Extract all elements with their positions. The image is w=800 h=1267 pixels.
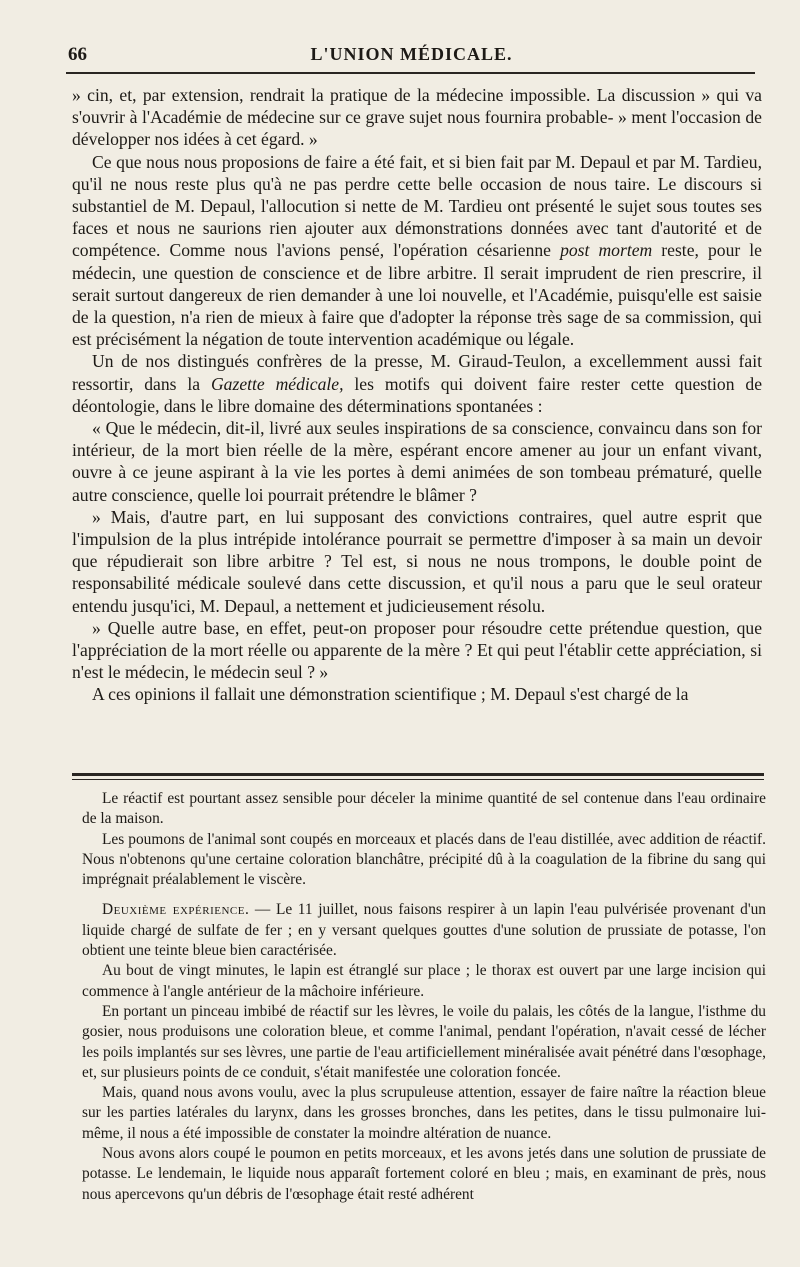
quotation-paragraph: « Que le médecin, dit-il, livré aux seules inspirations de sa conscience, convaincu dans son for intérieur, de la mort bien réelle de la mère, espérant encore amener au jour un enfant vivant, ouvre à ce jeune aspirant à la vie les portes à demi animées de son tombeau prématuré, quelle autre conscience, quelle loi pourrait prétendre le blâmer ?	[72, 418, 762, 505]
text-run: Un de nos distingués confrères de la presse, M. Giraud-Teulon, a excellemment aussi fait ressortir, dans la	[72, 351, 762, 394]
text-run: Ce que nous nous proposions de faire a été fait, et si bien fait par M. Depaul et par M. Tardieu, qu'il ne nous reste plus qu'à ne pas perdre cette belle occasion de nous taire. Le discours si substantiel de M. Depaul, l'allocution si nette de M. Tardieu ont présenté le sujet sous toutes ses faces et nous ne saurions rien ajouter aux démonstrations données avec tant d'autorité et de compétence. Comme nous l'avions pensé, l'opération césarienne	[72, 151, 762, 261]
main-text	[72, 84, 762, 706]
experiment-heading: Deuxième expérience.	[102, 901, 250, 919]
quotation-paragraph: » Mais, d'autre part, en lui supposant des convictions contraires, quel autre esprit que l'impulsion de la plus intrépide intolérance pourrait se permettre d'imposer à sa main un devoir que répudierait son libre arbitre ? Tel est, si nous ne nous trompons, le double point de responsabilité médicale soulevé dans cette discussion, et qu'il nous a paru que le seul orateur entendu jusqu'ici, M. Depaul, a nettement et judicieusement résolu.	[72, 506, 762, 616]
paragraph	[72, 350, 762, 417]
text-run: reste, pour le médecin, une question de conscience et de libre arbitre. Il serait imprudent de rien prescrire, il serait surtout dangereux de rien demander à une loi nouvelle, et l'Académie, puisqu'elle est saisie de la question, n'a rien de mieux à faire que d'adopter la réponse très sage de sa commission, qui est précisément la négation de toute intervention académique ou légale.	[72, 240, 762, 350]
paragraph: A ces opinions il fallait une démonstration scientifique ; M. Depaul s'est chargé de la	[92, 684, 689, 705]
italic-term: post mortem	[560, 240, 653, 261]
footnote-paragraph: Mais, quand nous avons voulu, avec la plus scrupuleuse attention, essayer de faire naître la réaction bleue sur les parties latérales du larynx, dans les grosses bronches, dans les petites, dans le tissu pulmonaire lui-même, il nous a été impossible de constater la moindre altération de nuance.	[82, 1084, 766, 1142]
italic-journal-title: Gazette médicale,	[210, 373, 344, 394]
footnote-separator	[72, 773, 764, 780]
quotation-paragraph: » Quelle autre base, en effet, peut-on proposer pour résoudre cette prétendue question, que l'appréciation de la mort réelle ou apparente de la mère ? Et qui peut l'établir cette appréciation, si n'est le médecin, le médecin seul ? »	[72, 617, 762, 683]
footnote-paragraph	[82, 900, 766, 961]
footnote-paragraph: En portant un pinceau imbibé de réactif sur les lèvres, le voile du palais, les côtés de la langue, l'isthme du gosier, nous produisons une coloration bleue, et comme l'animal, pendant l'opération, n'avait cessé de lécher les poils implantés sur ses lèvres, une partie de l'eau artificiellement minéralisée avait pénétré dans l'œsophage, et, sur plusieurs points de ce conduit, s'était manifestée une coloration foncée.	[82, 1002, 766, 1081]
page-number: 66	[68, 44, 87, 65]
paragraph	[72, 151, 762, 351]
footnote-paragraph: Les poumons de l'animal sont coupés en morceaux et placés dans de l'eau distillée, avec addition de réactif. Nous n'obtenons qu'une certaine coloration blanchâtre, précipité dû à la coagulation de la fibrine du sang qui imprégnait préalablement le viscère.	[82, 830, 766, 889]
running-title: L'UNION MÉDICALE.	[310, 44, 513, 64]
footnote-paragraph: Au bout de vingt minutes, le lapin est étranglé sur place ; le thorax est ouvert par une large incision qui commence à l'angle antérieur de la mâchoire inférieure.	[82, 962, 766, 1000]
footnote-paragraph: Le réactif est pourtant assez sensible pour déceler la minime quantité de sel contenue dans l'eau ordinaire de la maison.	[82, 790, 766, 828]
text-run: les motifs qui doivent faire rester cette question de déontologie, dans le libre domaine des déterminations spontanées :	[72, 373, 762, 416]
footnote-paragraph: Nous avons alors coupé le poumon en petits morceaux, et les avons jetés dans une solution de prussiate de potasse. Le lendemain, le liquide nous apparaît fortement coloré en bleu ; mais, en examinant de près, nous nous apercevons qu'un débris de l'œsophage était resté adhérent	[82, 1145, 766, 1203]
page-header	[68, 44, 755, 74]
footnote-text	[82, 789, 766, 1205]
text-run: — Le 11 juillet, nous faisons respirer à un lapin l'eau pulvérisée provenant d'un liquide chargé de sulfate de fer ; en y versant quelques gouttes d'une solution de prussiate de potasse, l'on obtient une teinte bleue bien caractérisée.	[82, 901, 766, 960]
paragraph-continuation: » cin, et, par extension, rendrait la pratique de la médecine impossible. La discussion » qui va s'ouvrir à l'Académie de médecine sur ce grave sujet nous fournira probable- » ment l'occasion de développer nos idées à cet égard. »	[72, 85, 762, 150]
header-rule	[66, 72, 755, 74]
